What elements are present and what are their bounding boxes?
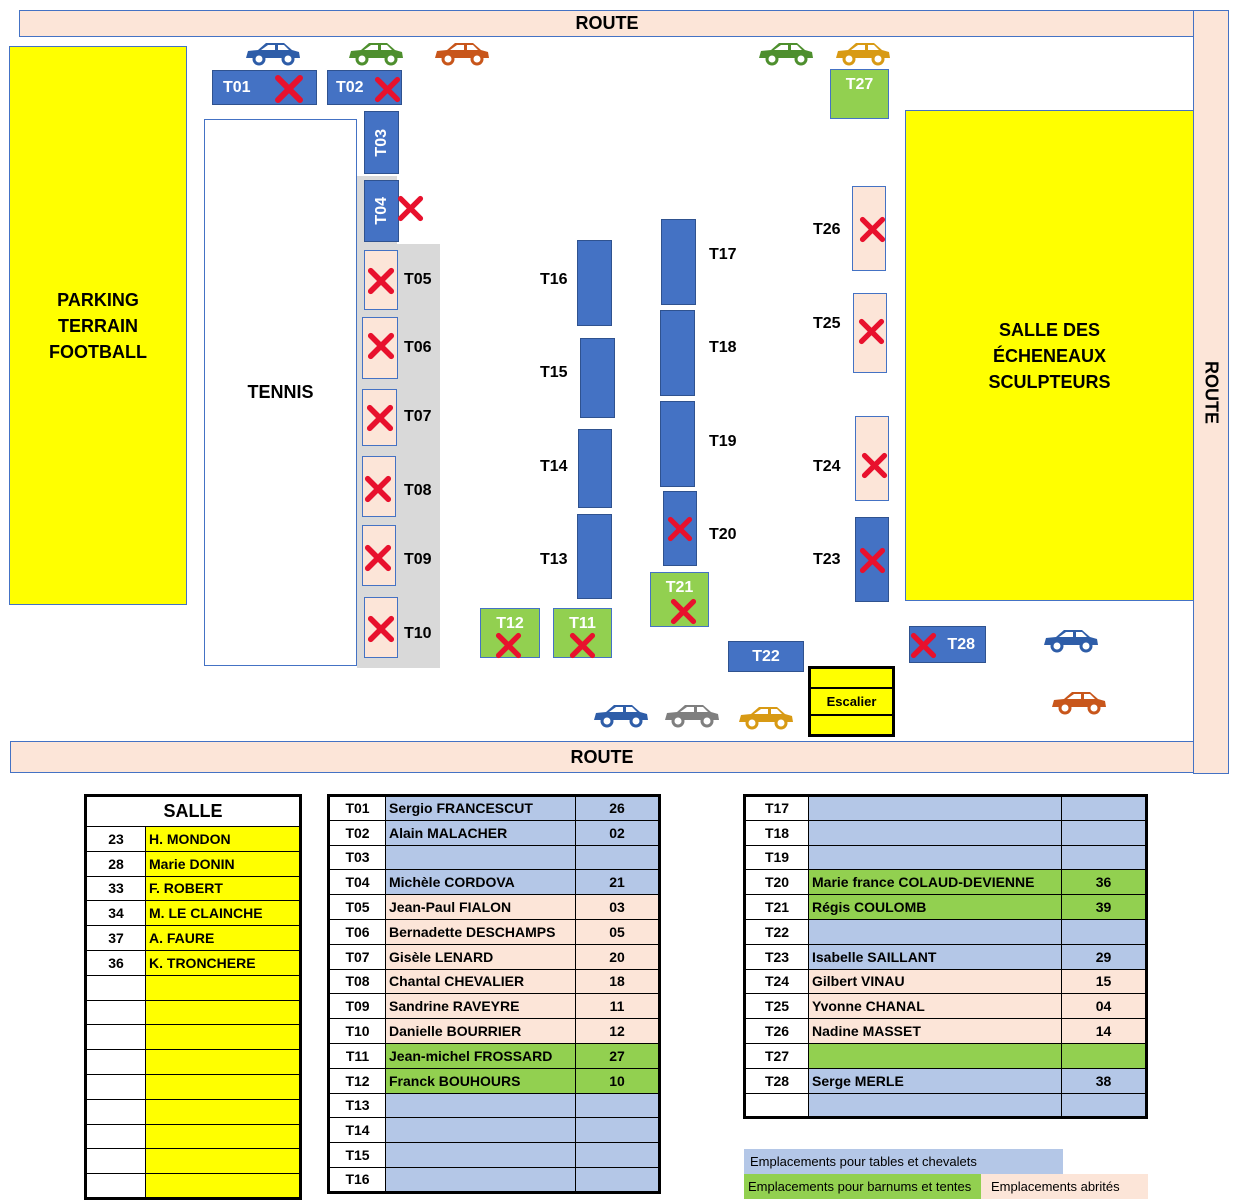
- exhibitor-number: [576, 1143, 660, 1168]
- table-row: [329, 1019, 660, 1044]
- cross-icon-t06: [367, 332, 395, 360]
- stand-t19-label: T19: [709, 433, 737, 450]
- stand-t08-label: T08: [404, 482, 432, 499]
- salle-echeneaux: [905, 110, 1194, 601]
- road-right-label: ROUTE: [1201, 360, 1222, 424]
- exhibitor-number: 14: [1062, 1019, 1147, 1044]
- stand-t12-label: T12: [496, 615, 524, 632]
- stand-id: T04: [329, 870, 386, 895]
- table-row: [745, 820, 1147, 845]
- exhibitor-name: [386, 1093, 576, 1118]
- exhibitor-number: [86, 1050, 146, 1075]
- exhibitor-name: H. MONDON: [146, 827, 301, 852]
- table-row: [745, 845, 1147, 870]
- exhibitor-number: [576, 1118, 660, 1143]
- cross-icon-t04: [397, 195, 424, 222]
- table-row: [329, 1043, 660, 1068]
- stand-table-left: [327, 794, 661, 1194]
- exhibitor-number: [576, 1093, 660, 1118]
- exhibitor-name: A. FAURE: [146, 926, 301, 951]
- salle-table-title: SALLE: [86, 796, 301, 827]
- salle-line-1: SALLE DES: [998, 319, 1100, 340]
- cross-icon-t08: [364, 475, 392, 503]
- stand-t06-label: T06: [404, 339, 432, 356]
- stand-id: T02: [329, 820, 386, 845]
- exhibitor-number: 28: [86, 851, 146, 876]
- stand-id: T01: [329, 796, 386, 821]
- exhibitor-number: [86, 1025, 146, 1050]
- road-top: [19, 10, 1195, 37]
- cross-icon-t26: [859, 216, 886, 243]
- exhibitor-name: [146, 1149, 301, 1174]
- exhibitor-number: [86, 1000, 146, 1025]
- stand-t09-label: T09: [404, 551, 432, 568]
- stand-id: T23: [745, 944, 809, 969]
- exhibitor-name: [809, 820, 1062, 845]
- table-row: [329, 994, 660, 1019]
- table-row: [745, 1043, 1147, 1068]
- stand-t24-label: T24: [813, 458, 841, 475]
- exhibitor-number: [1062, 1093, 1147, 1118]
- stand-id: T07: [329, 944, 386, 969]
- stairs: [808, 666, 895, 737]
- stand-id: T05: [329, 895, 386, 920]
- stand-id: T22: [745, 919, 809, 944]
- exhibitor-name: Bernadette DESCHAMPS: [386, 919, 576, 944]
- stand-id: T13: [329, 1093, 386, 1118]
- table-row: [86, 1174, 301, 1199]
- exhibitor-number: [86, 1149, 146, 1174]
- table-row: [745, 870, 1147, 895]
- table-row: [329, 969, 660, 994]
- exhibitor-name: [146, 1124, 301, 1149]
- legend-barnum: [744, 1174, 981, 1199]
- table-row: [329, 1167, 660, 1192]
- table-row: [86, 1050, 301, 1075]
- exhibitor-name: M. LE CLAINCHE: [146, 901, 301, 926]
- car-icon: [757, 40, 815, 66]
- exhibitor-name: [146, 1074, 301, 1099]
- exhibitor-name: [146, 1000, 301, 1025]
- exhibitor-number: [1062, 845, 1147, 870]
- exhibitor-name: Marie france COLAUD-DEVIENNE: [809, 870, 1062, 895]
- stand-t16[interactable]: [577, 240, 612, 326]
- car-icon: [834, 40, 892, 66]
- exhibitor-name: Régis COULOMB: [809, 895, 1062, 920]
- exhibitor-name: [146, 975, 301, 1000]
- table-row: [329, 820, 660, 845]
- stand-id: T28: [745, 1068, 809, 1093]
- exhibitor-name: [809, 919, 1062, 944]
- stand-t03[interactable]: [364, 111, 399, 174]
- stand-t01-label: T01: [223, 78, 251, 96]
- cross-icon-t24: [861, 452, 888, 479]
- exhibitor-name: [146, 1050, 301, 1075]
- exhibitor-number: [86, 1099, 146, 1124]
- table-row: [86, 876, 301, 901]
- cross-icon-t21: [670, 598, 697, 625]
- stand-t15[interactable]: [580, 338, 615, 418]
- exhibitor-number: 10: [576, 1068, 660, 1093]
- tennis-label: TENNIS: [247, 382, 314, 402]
- stand-t18[interactable]: [660, 310, 695, 396]
- stand-t14[interactable]: [578, 429, 612, 508]
- legend-tables-label: Emplacements pour tables et chevalets: [750, 1154, 977, 1169]
- exhibitor-name: [146, 1025, 301, 1050]
- exhibitor-name: Sandrine RAVEYRE: [386, 994, 576, 1019]
- salle-line-3: SCULPTEURS: [988, 371, 1111, 392]
- exhibitor-number: 04: [1062, 994, 1147, 1019]
- stand-t07-label: T07: [404, 408, 432, 425]
- stand-t13-label: T13: [540, 551, 568, 568]
- exhibitor-number: 39: [1062, 895, 1147, 920]
- table-row: [329, 1068, 660, 1093]
- stand-t21-label: T21: [665, 579, 694, 596]
- car-icon: [663, 702, 721, 728]
- exhibitor-name: Franck BOUHOURS: [386, 1068, 576, 1093]
- stand-t27-label: T27: [845, 76, 874, 93]
- stand-id: T08: [329, 969, 386, 994]
- exhibitor-number: 02: [576, 820, 660, 845]
- table-row: [745, 919, 1147, 944]
- exhibitor-number: 12: [576, 1019, 660, 1044]
- road-bottom-label: ROUTE: [570, 746, 634, 767]
- table-row: [745, 1019, 1147, 1044]
- parking-line-3: FOOTBALL: [49, 341, 147, 362]
- table-row: [86, 1074, 301, 1099]
- exhibitor-number: 38: [1062, 1068, 1147, 1093]
- cross-icon-t23: [859, 547, 886, 574]
- exhibitor-name: Isabelle SAILLANT: [809, 944, 1062, 969]
- car-icon: [1050, 689, 1108, 715]
- exhibitor-name: [386, 1167, 576, 1192]
- exhibitor-number: [1062, 1043, 1147, 1068]
- stand-t15-label: T15: [540, 364, 568, 381]
- stand-t27[interactable]: [830, 69, 889, 119]
- road-right: [1193, 10, 1229, 774]
- stand-id: T26: [745, 1019, 809, 1044]
- exhibitor-name: Danielle BOURRIER: [386, 1019, 576, 1044]
- stand-id: T10: [329, 1019, 386, 1044]
- exhibitor-number: 33: [86, 876, 146, 901]
- exhibitor-name: Serge MERLE: [809, 1068, 1062, 1093]
- exhibitor-number: [1062, 796, 1147, 821]
- stand-t17[interactable]: [661, 219, 696, 305]
- exhibitor-number: 23: [86, 827, 146, 852]
- car-icon: [244, 40, 302, 66]
- table-row: [86, 1000, 301, 1025]
- exhibitor-name: [386, 1118, 576, 1143]
- table-row: [86, 926, 301, 951]
- table-row: [329, 944, 660, 969]
- exhibitor-number: [86, 1174, 146, 1199]
- exhibitor-name: [386, 1143, 576, 1168]
- table-row: [745, 944, 1147, 969]
- exhibitor-name: [809, 845, 1062, 870]
- stand-id: T03: [329, 845, 386, 870]
- car-icon: [433, 40, 491, 66]
- table-row: [745, 969, 1147, 994]
- table-row: [745, 796, 1147, 821]
- stand-t20-label: T20: [709, 526, 737, 543]
- table-row: [86, 1099, 301, 1124]
- stand-t18-label: T18: [709, 339, 737, 356]
- table-row: [86, 1124, 301, 1149]
- stand-t16-label: T16: [540, 271, 568, 288]
- salle-table: [84, 794, 302, 1200]
- exhibitor-number: 15: [1062, 969, 1147, 994]
- table-row: [745, 994, 1147, 1019]
- stand-id: T18: [745, 820, 809, 845]
- exhibitor-number: [576, 845, 660, 870]
- table-row: [329, 1118, 660, 1143]
- car-icon: [347, 40, 405, 66]
- exhibitor-number: 03: [576, 895, 660, 920]
- table-row: [329, 796, 660, 821]
- stand-t10-label: T10: [404, 625, 432, 642]
- table-row: [329, 895, 660, 920]
- exhibitor-name: [809, 1093, 1062, 1118]
- table-row: [86, 950, 301, 975]
- stand-id: T06: [329, 919, 386, 944]
- exhibitor-name: F. ROBERT: [146, 876, 301, 901]
- cross-icon-t20: [667, 516, 693, 542]
- exhibitor-name: Nadine MASSET: [809, 1019, 1062, 1044]
- table-row: [329, 870, 660, 895]
- exhibitor-name: Chantal CHEVALIER: [386, 969, 576, 994]
- cross-icon-t10: [367, 615, 395, 643]
- exhibitor-name: [386, 845, 576, 870]
- parking-line-2: TERRAIN: [58, 315, 138, 336]
- table-row: [329, 1143, 660, 1168]
- stand-t03-label: T03: [372, 128, 390, 157]
- stand-id: T11: [329, 1043, 386, 1068]
- exhibitor-number: [1062, 820, 1147, 845]
- legend-abrite: [981, 1174, 1148, 1199]
- car-icon: [737, 704, 795, 730]
- exhibitor-name: Alain MALACHER: [386, 820, 576, 845]
- stand-id: T16: [329, 1167, 386, 1192]
- table-row: [745, 1068, 1147, 1093]
- stand-t02-label: T02: [336, 78, 364, 96]
- table-row: [329, 1093, 660, 1118]
- car-icon: [1042, 627, 1100, 653]
- exhibitor-name: Michèle CORDOVA: [386, 870, 576, 895]
- parking-football: [9, 46, 187, 605]
- exhibitor-number: 26: [576, 796, 660, 821]
- exhibitor-number: 18: [576, 969, 660, 994]
- stand-t26-label: T26: [813, 221, 841, 238]
- stand-t04[interactable]: [364, 180, 399, 242]
- exhibitor-number: 05: [576, 919, 660, 944]
- table-row: [86, 1149, 301, 1174]
- table-row: [86, 827, 301, 852]
- salle-line-2: ÉCHENEAUX: [992, 345, 1107, 366]
- table-row: [86, 851, 301, 876]
- exhibitor-name: [809, 1043, 1062, 1068]
- table-row: [745, 895, 1147, 920]
- stand-t22-label: T22: [752, 647, 780, 665]
- table-row: [329, 845, 660, 870]
- cross-icon-t07: [366, 404, 394, 432]
- stand-t22[interactable]: [728, 641, 804, 672]
- legend-tables: [744, 1149, 1063, 1174]
- legend-abrite-label: Emplacements abrités: [991, 1179, 1120, 1194]
- exhibitor-name: [146, 1174, 301, 1199]
- cross-icon-t12: [495, 632, 522, 659]
- exhibitor-number: 20: [576, 944, 660, 969]
- tennis-court: [204, 119, 357, 666]
- stand-id: T25: [745, 994, 809, 1019]
- cross-icon-t09: [364, 544, 392, 572]
- stand-id: T17: [745, 796, 809, 821]
- stand-id: T09: [329, 994, 386, 1019]
- stand-id: T21: [745, 895, 809, 920]
- stand-id: [745, 1093, 809, 1118]
- road-bottom: [10, 741, 1194, 773]
- stairs-label: Escalier: [826, 694, 877, 709]
- table-row: [86, 901, 301, 926]
- exhibitor-number: 21: [576, 870, 660, 895]
- stand-t05-label: T05: [404, 271, 432, 288]
- stand-id: T20: [745, 870, 809, 895]
- exhibitor-name: K. TRONCHERE: [146, 950, 301, 975]
- exhibitor-name: Gisèle LENARD: [386, 944, 576, 969]
- parking-line-1: PARKING: [57, 289, 139, 310]
- exhibitor-number: [576, 1167, 660, 1192]
- exhibitor-name: Yvonne CHANAL: [809, 994, 1062, 1019]
- stand-t11-label: T11: [569, 615, 596, 632]
- car-icon: [592, 702, 650, 728]
- table-row: [329, 919, 660, 944]
- stand-t04-label: T04: [372, 197, 390, 225]
- stand-t28-label: T28: [947, 635, 975, 653]
- stand-id: T14: [329, 1118, 386, 1143]
- exhibitor-number: [1062, 919, 1147, 944]
- stand-id: T15: [329, 1143, 386, 1168]
- exhibitor-name: Jean-michel FROSSARD: [386, 1043, 576, 1068]
- cross-icon-t05: [367, 267, 395, 295]
- exhibitor-name: Jean-Paul FIALON: [386, 895, 576, 920]
- cross-icon-t02: [374, 76, 401, 103]
- exhibitor-number: [86, 975, 146, 1000]
- exhibitor-number: 29: [1062, 944, 1147, 969]
- cross-icon-t01: [270, 74, 308, 104]
- stand-t13[interactable]: [577, 514, 612, 599]
- stand-t17-label: T17: [709, 246, 737, 263]
- stand-table-right: [743, 794, 1148, 1119]
- exhibitor-number: 11: [576, 994, 660, 1019]
- exhibitor-number: 27: [576, 1043, 660, 1068]
- cross-icon-t11: [569, 632, 596, 659]
- table-row: [86, 1025, 301, 1050]
- exhibitor-name: [809, 796, 1062, 821]
- cross-icon-t25: [858, 318, 885, 345]
- stand-t19[interactable]: [660, 401, 695, 487]
- exhibitor-number: [86, 1124, 146, 1149]
- exhibitor-name: Gilbert VINAU: [809, 969, 1062, 994]
- stand-id: T19: [745, 845, 809, 870]
- exhibitor-number: 37: [86, 926, 146, 951]
- table-row: [745, 1093, 1147, 1118]
- stand-t14-label: T14: [540, 458, 568, 475]
- road-top-label: ROUTE: [575, 13, 639, 33]
- exhibitor-name: [146, 1099, 301, 1124]
- stand-t23-label: T23: [813, 551, 841, 568]
- exhibitor-number: 34: [86, 901, 146, 926]
- table-row: [86, 975, 301, 1000]
- stand-id: T27: [745, 1043, 809, 1068]
- legend-barnum-label: Emplacements pour barnums et tentes: [748, 1179, 972, 1194]
- stand-id: T24: [745, 969, 809, 994]
- cross-icon-t28: [910, 632, 937, 659]
- exhibitor-name: Sergio FRANCESCUT: [386, 796, 576, 821]
- exhibitor-name: Marie DONIN: [146, 851, 301, 876]
- exhibitor-number: [86, 1074, 146, 1099]
- exhibitor-number: 36: [86, 950, 146, 975]
- stand-t25-label: T25: [813, 315, 841, 332]
- stand-id: T12: [329, 1068, 386, 1093]
- exhibitor-number: 36: [1062, 870, 1147, 895]
